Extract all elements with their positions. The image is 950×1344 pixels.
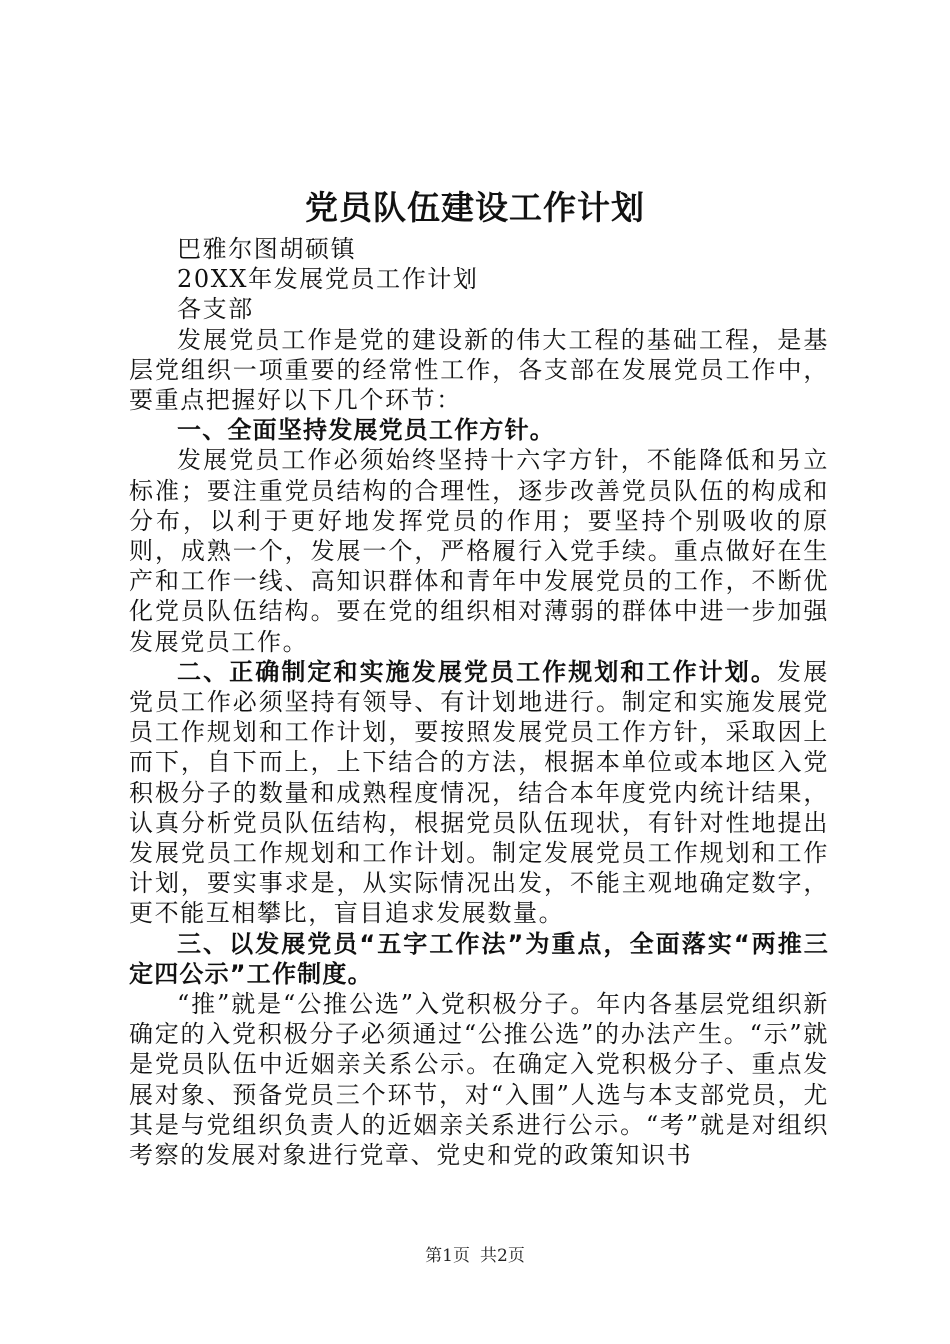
page-number: 第1页 [425,1246,470,1266]
plan-subtitle: 20XX年发展党员工作计划 [177,265,479,294]
page-total: 共2页 [480,1246,525,1266]
section-2-paragraph [129,657,829,929]
section-3-heading: 三、以发展党员“五字工作法”为重点，全面落实“两推三定四公示”工作制度。 [129,929,829,988]
intro-paragraph: 发展党员工作是党的建设新的伟大工程的基础工程，是基层党组织一项重要的经常性工作，各支部在发展党员工作中，要重点把握好以下几个环节： [129,325,829,415]
org-name: 巴雅尔图胡硕镇 [177,235,357,263]
document-body [129,234,829,1170]
section-2-heading: 二、正确制定和实施发展党员工作规划和工作计划。 [177,657,777,686]
salutation: 各支部 [177,295,254,324]
page-footer [0,1244,950,1268]
section-2-body: 发展党员工作必须坚持有领导、有计划地进行。制定和实施发展党员工作规划和工作计划，要按照发展党员工作方针，采取因上而下，自下而上，上下结合的方法，根据本单位或本地区入党积极分子的数量和成熟程度情况，结合本年度党内统计结果，认真分析党员队伍结构，根据党员队伍现状，有针对性地提出发展党员工作规划和工作计划。制定发展党员工作规划和工作计划，要实事求是，从实际情况出发，不能主观地确定数字，更不能互相攀比，盲目追求发展数量。 [129,657,829,928]
section-1-heading: 一、全面坚持发展党员工作方针。 [177,416,555,445]
section-3-body: “推”就是“公推公选”入党积极分子。年内各基层党组织新确定的入党积极分子必须通过“公推公选”的办法产生。“示”就是党员队伍中近姻亲关系公示。在确定入党积极分子、重点发展对象、预备党员三个环节，对“入围”人选与本支部党员，尤其是与党组织负责人的近姻亲关系进行公示。“考”就是对组织考察的发展对象进行党章、党史和党的政策知识书 [129,990,829,1170]
section-1-body: 发展党员工作必须始终坚持十六字方针，不能降低和另立标准；要注重党员结构的合理性，逐步改善党员队伍的构成和分布，以利于更好地发挥党员的作用；要坚持个别吸收的原则，成熟一个，发展一个，严格履行入党手续。重点做好在生产和工作一线、高知识群体和青年中发展党员的工作，不断优化党员队伍结构。要在党的组织相对薄弱的群体中进一步加强发展党员工作。 [129,446,829,656]
document-title: 党员队伍建设工作计划 [305,188,645,227]
